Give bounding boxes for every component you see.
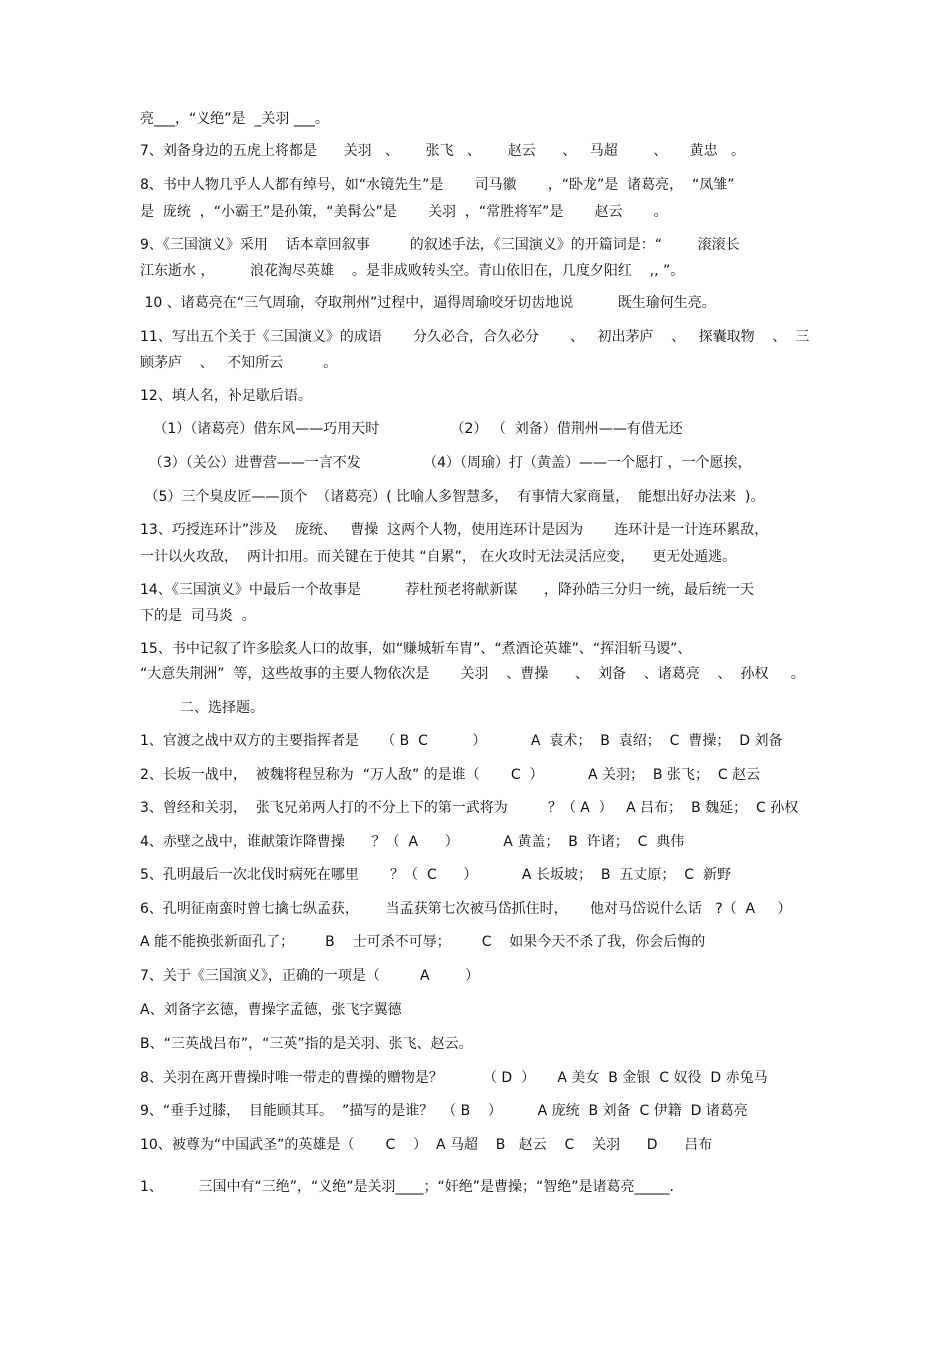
text-line-29: A、刘备字玄德，曹操字孟德，张飞字翼德 [140, 1002, 402, 1018]
text-line-16: 14、《三国演义》中最后一个故事是 荐杜预老将献新谋 ，降孙皓三分归一统，最后统一天 [140, 582, 755, 598]
text-line-30: B、“三英战吕布”，“三英”指的是关羽、张飞、赵云。 [140, 1036, 473, 1052]
text-line-3: 8、书中人物几乎人人都有绰号，如“水镜先生”是 司马徽 ，“卧龙”是 诸葛亮， “凤雏” [140, 177, 735, 193]
text-line-10: 12、填人名，补足歇后语。 [140, 388, 312, 404]
text-line-25: 5、孔明最后一次北伐时病死在哪里 ？（ C ） A 长坂坡； B 五丈原； C 新野 [140, 867, 731, 883]
text-line-15: 一计以火攻敌， 两计扣用。而关键在于使其 “自累”， 在火攻时无法灵活应变， 更无处遁逃。 [140, 549, 737, 565]
text-line-4: 是 庞统 ，“小霸王”是孙策，“美髯公”是 关羽 ，“常胜将军”是 赵云 。 [140, 204, 668, 220]
text-line-32: 9、“垂手过膝， 目能顾其耳。 ”描写的是谁？ （ B ） A 庞统 B 刘备 C 伊籍 D 诸葛亮 [140, 1103, 748, 1119]
text-line-14: 13、巧授连环计”涉及 庞统、 曹操 这两个人物，使用连环计是因为 连环计是一计连环累敌， [140, 522, 769, 538]
text-line-2: 7、刘备身边的五虎上将都是 关羽 、 张飞 、 赵云 、 马超 、 黄忠 。 [140, 143, 745, 159]
text-line-9: 顾茅庐 、 不知所云 。 [140, 355, 338, 371]
text-line-26: 6、孔明征南蛮时曾七擒七纵孟获， 当孟获第七次被马岱抓住时， 他对马岱说什么话 ?（ A ） [140, 901, 792, 917]
text-line-18: 15、书中记叙了许多脍炙人口的故事，如“赚城斩车胄”、“煮酒论英雄”、“挥泪斩马谡”、 [140, 641, 692, 657]
text-line-23: 3、曾经和关羽， 张飞兄弟两人打的不分上下的第一武将为 ？（ A ） A 吕布； B 魏延； C 孙权 [140, 800, 799, 816]
text-line-13: （5）三个臭皮匠——顶个 （诸葛亮）( 比喻人多智慧多， 有事情大家商量， 能想出好办法来 )。 [140, 489, 765, 505]
section-heading-choice: 二、选择题。 [140, 700, 265, 716]
text-line-8: 11、写出五个关于《三国演义》的成语 分久必合，合久必分 、 初出茅庐 、 探囊取物 、 三 [140, 329, 810, 345]
text-line-1: 亮___，“义绝”是 _关羽 ___。 [140, 111, 329, 127]
text-line-6: 江东逝水 ， 浪花淘尽英雄 。是非成败转头空。青山依旧在，几度夕阳红 ,, ”。 [140, 263, 685, 279]
text-line-21: 1、官渡之战中双方的主要指挥者是 （ B C ） A 袁术； B 袁绍； C 曹操； D 刘备 [140, 733, 783, 749]
text-line-17: 下的是 司马炎 。 [140, 608, 256, 624]
text-line-24: 4、赤壁之战中，谁献策诈降曹操 ？（ A ） A 黄盖； B 许诸； C 典伟 [140, 834, 685, 850]
text-line-31: 8、关羽在离开曹操时唯一带走的曹操的赠物是？ （ D ） A 美女 B 金银 C 奴役 D 赤兔马 [140, 1070, 768, 1086]
text-line-34: 1、 三国中有“三绝”，“义绝”是关羽____；“奸绝”是曹操；“智绝”是诸葛亮_____. [140, 1179, 674, 1195]
text-line-5: 9、《三国演义》采用 话本章回叙事 的叙述手法，《三国演义》的开篇词是：“ 滚滚长 [140, 237, 740, 253]
text-line-22: 2、长坂一战中， 被魏将程昱称为 “万人敌” 的是谁（ C ） A 关羽； B 张飞； C 赵云 [140, 767, 761, 783]
text-line-7: 10 、诸葛亮在“三气周瑜，夺取荆州”过程中，逼得周瑜咬牙切齿地说 既生瑜何生亮。 [140, 295, 716, 311]
text-line-33: 10、被尊为“中国武圣”的英雄是（ C ） A 马超 B 赵云 C 关羽 D 吕布 [140, 1137, 713, 1153]
text-line-11: （1）（诸葛亮）借东风——巧用天时 （2） （ 刘备）借荆州——有借无还 [140, 421, 683, 437]
text-line-27: A 能不能换张新面孔了； B 士可杀不可辱； C 如果今天不杀了我，你会后悔的 [140, 934, 706, 950]
text-line-19: “大意失荆洲” 等，这些故事的主要人物依次是 关羽 、曹操 、 刘备 、诸葛亮 、 孙权 。 [140, 666, 805, 682]
text-line-28: 7、关于《三国演义》，正确的一项是（ A ） [140, 968, 480, 984]
text-line-12: （3）（关公）进曹营——一言不发 （4）（周瑜）打（黄盖）——一个愿打 ，一个愿挨， [140, 455, 752, 471]
